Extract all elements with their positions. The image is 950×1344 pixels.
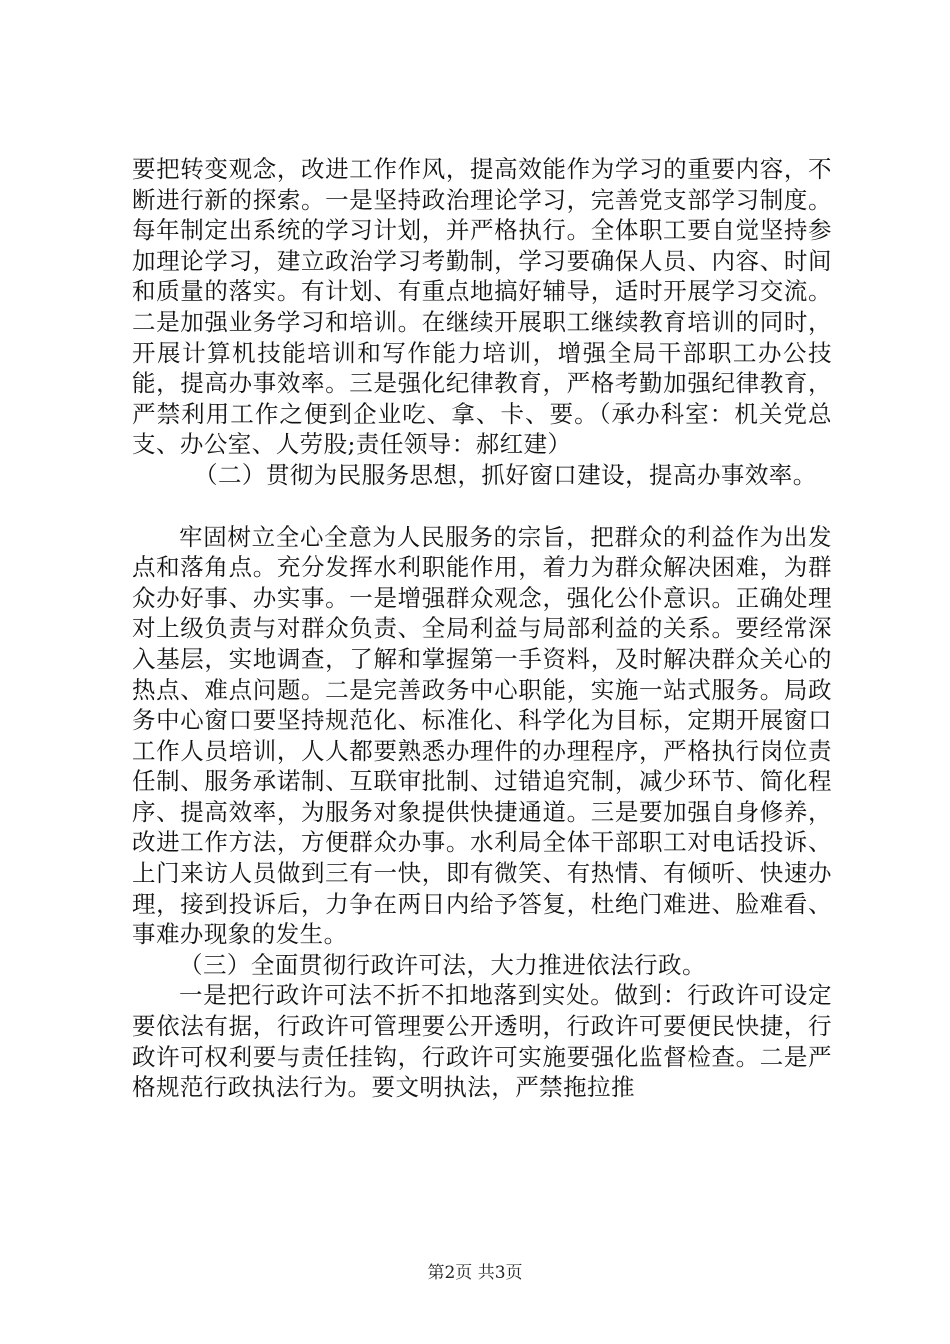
section-heading-2: （二）贯彻为民服务思想，抓好窗口建设，提高办事效率。 [194,460,817,489]
page-footer: 第2页 共3页 [427,1263,523,1283]
paragraph-study: 要把转变观念，改进工作作风，提高效能作为学习的重要内容，不断进行新的探索。一是坚持政治理论学习，完善党支部学习制度。每年制定出系统的学习计划，并严格执行。全体职工要自觉坚持参加理论学习，建立政治学习考勤制，学习要确保人员、内容、时间和质量的落实。有计划、有重点地搞好辅导，适时开展学习交流。二是加强业务学习和培训。在继续开展职工继续教育培训的同时，开展计算机技能培训和写作能力培训，增强全局干部职工办公技能，提高办事效率。三是强化纪律教育，严格考勤加强纪律教育，严禁利用工作之便到企业吃、拿、卡、要。（承办科室：机关党总支、办公室、人劳股;责任领导：郝红建） [132,155,832,459]
paragraph-service: 牢固树立全心全意为人民服务的宗旨，把群众的利益作为出发点和落角点。充分发挥水利职能作用，着力为群众解决困难，为群众办好事、办实事。一是增强群众观念，强化公仆意识。正确处理对上级负责与对群众负责、全局利益与局部利益的关系。要经常深入基层，实地调查，了解和掌握第一手资料，及时解决群众关心的热点、难点问题。二是完善政务中心职能，实施一站式服务。局政务中心窗口要坚持规范化、标准化、科学化为目标，定期开展窗口工作人员培训，人人都要熟悉办理件的办理程序，严格执行岗位责任制、服务承诺制、互联审批制、过错追究制，减少环节、简化程序、提高效率，为服务对象提供快捷通道。三是要加强自身修养，改进工作方法，方便群众办事。水利局全体干部职工对电话投诉、上门来访人员做到三有一快，即有微笑、有热情、有倾听、快速办理，接到投诉后，力争在两日内给予答复，杜绝门难进、脸难看、事难办现象的发生。 [132,522,832,949]
document-body [132,154,832,1103]
paragraph-spacer [132,491,832,522]
paragraph-licensing: 一是把行政许可法不折不扣地落到实处。做到：行政许可设定要依法有据，行政许可管理要公开透明，行政许可要便民快捷，行政许可权利要与责任挂钩，行政许可实施要强化监督检查。二是严格规范行政执法行为。要文明执法，严禁拖拉推 [132,981,832,1102]
section-heading-3: （三）全面贯彻行政许可法，大力推进依法行政。 [179,950,706,979]
